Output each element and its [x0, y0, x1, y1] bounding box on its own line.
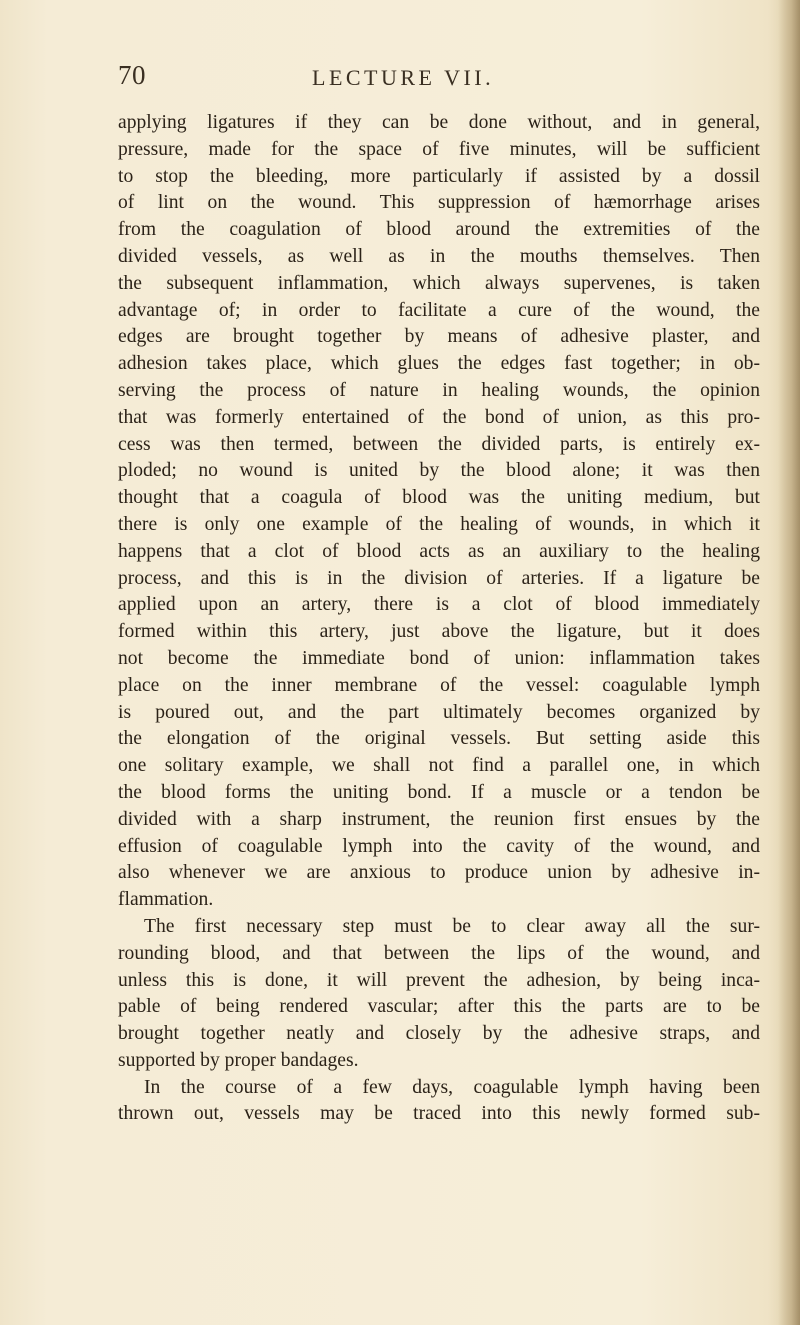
text-line: edges are brought together by means of adhesive plaster, and [118, 326, 760, 348]
text-line: the elongation of the original vessels. But setting aside this [118, 728, 760, 750]
paragraph [118, 110, 760, 914]
page-number: 70 [118, 60, 146, 90]
text-line: thrown out, vessels may be traced into this newly formed sub- [118, 1103, 760, 1125]
text-line: divided with a sharp instrument, the reunion first ensues by the [118, 808, 760, 830]
body-text [118, 110, 760, 1128]
text-line: not become the immediate bond of union: inflammation takes [118, 647, 760, 669]
text-line: ploded; no wound is united by the blood alone; it was then [118, 460, 760, 482]
text-line: that was formerly entertained of the bond of union, as this pro- [118, 406, 760, 428]
text-line: happens that a clot of blood acts as an auxiliary to the healing [118, 540, 760, 562]
text-line: applying ligatures if they can be done without, and in general, [118, 112, 760, 133]
text-line: flammation. [118, 889, 214, 911]
text-line: one solitary example, we shall not find a parallel one, in which [118, 755, 760, 777]
text-line: pressure, made for the space of five minutes, will be sufficient [118, 138, 760, 160]
text-line: from the coagulation of blood around the extremities of the [118, 219, 760, 241]
text-line: advantage of; in order to facilitate a cure of the wound, the [118, 299, 760, 321]
paragraph [118, 1075, 760, 1129]
text-line: pable of being rendered vascular; after this the parts are to be [118, 996, 760, 1018]
text-line: brought together neatly and closely by the adhesive straps, and [118, 1023, 760, 1045]
text-line: In the course of a few days, coagulable lymph having been [144, 1076, 760, 1098]
text-line: supported by proper bandages. [118, 1049, 359, 1071]
running-title: LECTURE VII. [312, 65, 495, 90]
text-line: to stop the bleeding, more particularly if assisted by a dossil [118, 165, 760, 187]
text-line: process, and this is in the division of arteries. If a ligature be [118, 567, 760, 589]
text-line: effusion of coagulable lymph into the cavity of the wound, and [118, 835, 760, 857]
text-line: of lint on the wound. This suppression of hæmorrhage arises [118, 192, 760, 214]
text-line: divided vessels, as well as in the mouths themselves. Then [118, 245, 760, 267]
text-line: cess was then termed, between the divided parts, is entirely ex- [118, 433, 760, 455]
text-line: the subsequent inflammation, which always supervenes, is taken [118, 272, 760, 294]
text-line: serving the process of nature in healing wounds, the opinion [118, 379, 760, 401]
text-line: rounding blood, and that between the lips of the wound, and [118, 942, 760, 964]
text-line: the blood forms the uniting bond. If a muscle or a tendon be [118, 781, 760, 803]
text-line: applied upon an artery, there is a clot of blood immediately [118, 594, 760, 616]
text-line: formed within this artery, just above the ligature, but it does [118, 621, 760, 643]
text-line: unless this is done, it will prevent the adhesion, by being inca- [118, 969, 760, 991]
paragraph [118, 914, 760, 1075]
text-line: there is only one example of the healing of wounds, in which it [118, 513, 760, 535]
text-line: also whenever we are anxious to produce union by adhesive in- [118, 862, 760, 884]
page-edge-shadow [778, 0, 800, 1325]
text-line: adhesion takes place, which glues the edges fast together; in ob- [118, 353, 760, 375]
text-line: is poured out, and the part ultimately becomes organized by [118, 701, 760, 723]
page-header [0, 60, 800, 100]
text-line: The first necessary step must be to clear away all the sur- [144, 915, 760, 937]
text-line: place on the inner membrane of the vessel: coagulable lymph [118, 674, 760, 696]
text-line: thought that a coagula of blood was the uniting medium, but [118, 487, 760, 509]
